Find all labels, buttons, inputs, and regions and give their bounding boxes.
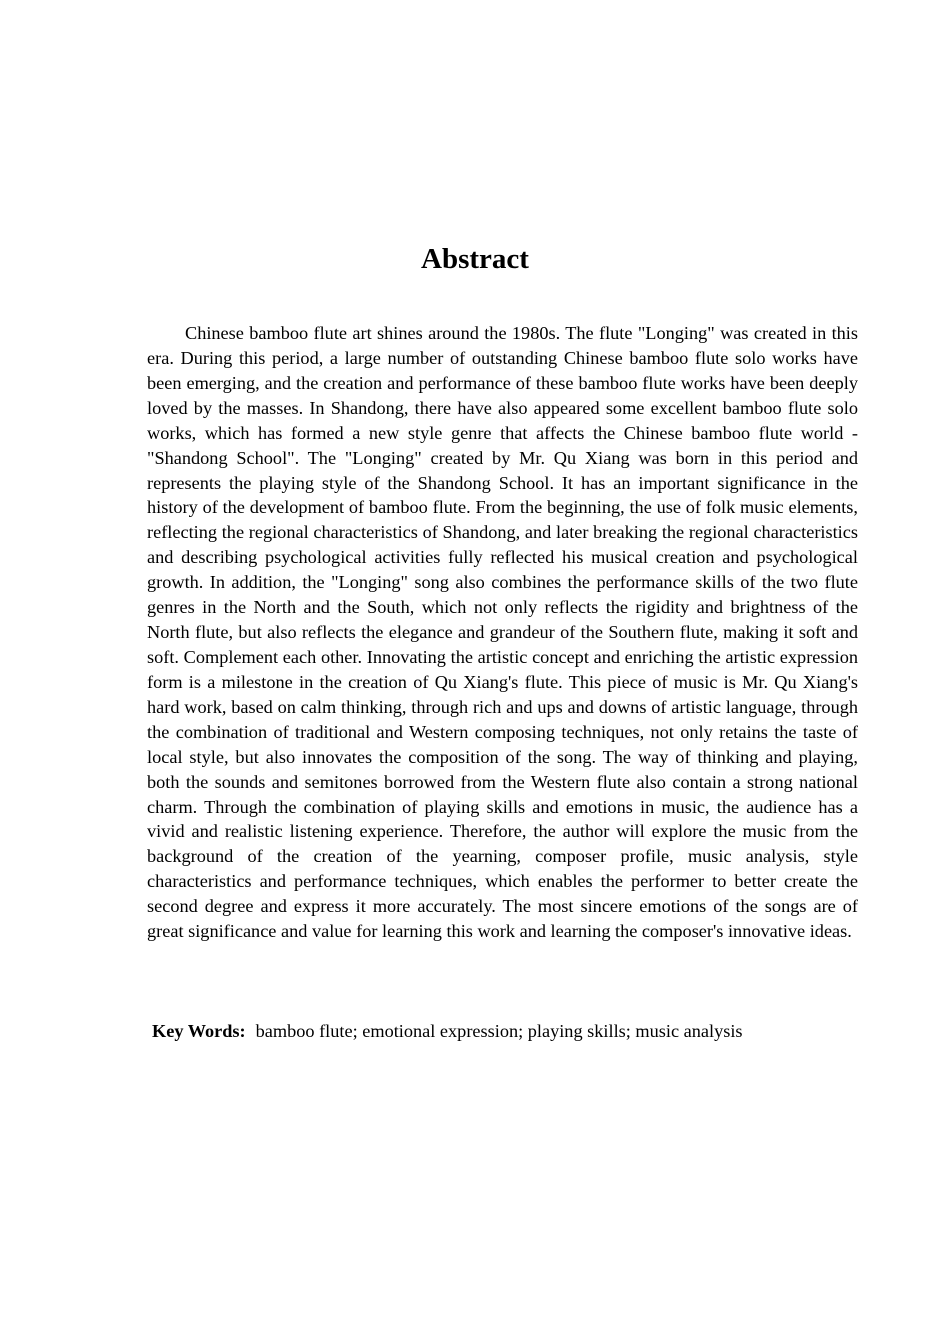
keywords-text: bamboo flute; emotional expression; playing skills; music analysis bbox=[255, 1021, 743, 1041]
abstract-paragraph: Chinese bamboo flute art shines around the 1980s. The flute "Longing" was created in this era. During this period, a large number of outstanding Chinese bamboo flute solo works have been emerging, and the creation and performance of these bamboo flute works have been deeply loved by the masses. In Shandong, there have also appeared some excellent bamboo flute solo works, which has formed a new style genre that affects the Chinese bamboo flute world - "Shandong School". The "Longing" created by Mr. Qu Xiang was born in this period and represents the playing style of the Shandong School. It has an important significance in the history of the development of bamboo flute. From the beginning, the use of folk music elements, reflecting the regional characteristics of Shandong, and later breaking the regional characteristics and describing psychological activities fully reflected his musical creation and psychological growth. In addition, the "Longing" song also combines the performance skills of the two flute genres in the North and the South, which not only reflects the rigidity and brightness of the North flute, but also reflects the elegance and grandeur of the Southern flute, making it soft and soft. Complement each other. Innovating the artistic concept and enriching the artistic expression form is a milestone in the creation of Qu Xiang's flute. This piece of music is Mr. Qu Xiang's hard work, based on calm thinking, through rich and ups and downs of artistic language, through the combination of traditional and Western composing techniques, not only retains the taste of local style, but also innovates the composition of the song. The way of thinking and playing, both the sounds and semitones borrowed from the Western flute also contain a strong national charm. Through the combination of playing skills and emotions in music, the audience has a vivid and realistic listening experience. Therefore, the author will explore the music from the background of the creation of the yearning, composer profile, music analysis, style characteristics and performance techniques, which enables the performer to better create the second degree and express it more accurately. The most sincere emotions of the songs are of great significance and value for learning this work and learning the composer's innovative ideas. bbox=[147, 323, 858, 942]
keywords-line bbox=[152, 1019, 858, 1044]
keywords-label: Key Words: bbox=[152, 1021, 246, 1041]
page-title: Abstract bbox=[421, 243, 529, 275]
